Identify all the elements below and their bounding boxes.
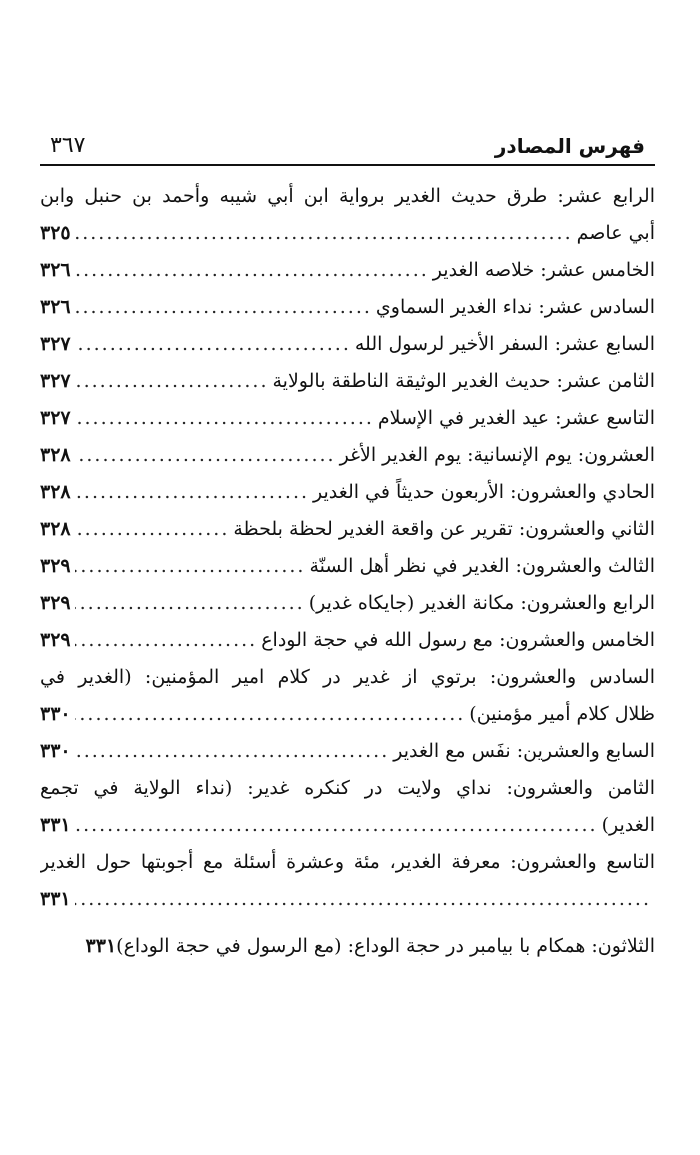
dot-leader	[75, 437, 336, 474]
page-header	[40, 118, 655, 158]
toc-entry-title: السابع والعشرين: نفَس مع الغدير	[393, 740, 655, 762]
toc-entry	[40, 252, 655, 289]
toc-entry-page: ٣٢٨	[40, 481, 71, 503]
dot-leader	[75, 511, 230, 548]
toc-entry-line	[40, 696, 655, 733]
toc-entry-line	[40, 807, 655, 844]
dot-leader	[75, 807, 598, 844]
toc-entry	[40, 548, 655, 585]
toc-entry-line	[40, 659, 655, 696]
header-rule	[40, 164, 655, 166]
toc-entry-title: العشرون: يوم الإنسانية: يوم الغدير الأغر	[339, 444, 655, 466]
toc-entry	[40, 363, 655, 400]
toc-entry	[40, 474, 655, 511]
toc-entry-title: الحادي والعشرون: الأربعون حديثاً في الغدير	[313, 481, 655, 503]
toc-entry-page: ٣٣٠	[40, 703, 71, 725]
toc-entry-title: الثلاثون: همكام با بيامبر در حجة الوداع: (مع الرسول في حجة الوداع)	[116, 935, 655, 957]
toc-list	[40, 178, 655, 965]
toc-entry-title: السادس عشر: نداء الغدير السماوي	[375, 296, 655, 318]
toc-entry-page: ٣٢٩	[40, 629, 71, 651]
toc-entry-title: السابع عشر: السفر الأخير لرسول الله	[354, 333, 655, 355]
toc-entry-title: الثامن عشر: حديث الغدير الوثيقة الناطقة بالولاية	[272, 370, 655, 392]
dot-leader	[75, 585, 305, 622]
toc-entry	[40, 326, 655, 363]
toc-entry-line	[40, 881, 655, 918]
toc-entry-title: التاسع والعشرون: معرفة الغدير، مئة وعشرة أسئلة مع أجوبتها حول الغدير	[40, 851, 655, 873]
toc-entry	[40, 622, 655, 659]
dot-leader	[75, 622, 258, 659]
toc-entry	[40, 437, 655, 474]
toc-entry-page: ٣٣١	[40, 888, 71, 910]
toc-entry-page: ٣٢٩	[40, 555, 71, 577]
toc-entry-title-cont: الغدير)	[601, 814, 655, 836]
toc-entry-page: ٣٢٧	[40, 333, 71, 355]
toc-entry-page: ٣٣١	[40, 814, 71, 836]
toc-entry-line	[40, 770, 655, 807]
toc-entry-title: الرابع عشر: طرق حديث الغدير برواية ابن أبي شيبه وأحمد بن حنبل وابن	[40, 185, 655, 207]
toc-entry-title: الرابع والعشرون: مكانة الغدير (جايكاه غدير)	[308, 592, 655, 614]
dot-leader	[75, 548, 306, 585]
dot-leader	[75, 881, 651, 918]
dot-leader	[75, 400, 374, 437]
toc-entry-line	[40, 844, 655, 881]
dot-leader	[75, 289, 372, 326]
toc-entry-page: ٣٢٥	[40, 222, 71, 244]
book-page	[40, 0, 655, 1155]
toc-entry	[40, 928, 655, 965]
toc-entry-page: ٣٢٧	[40, 407, 71, 429]
toc-entry-title: الثامن والعشرون: نداي ولايت در كنكره غدير: (نداء الولاية في تجمع	[40, 777, 655, 799]
toc-entry	[40, 400, 655, 437]
toc-entry-title: الثاني والعشرون: تقرير عن واقعة الغدير لحظة بلحظة	[233, 518, 655, 540]
toc-entry-title: التاسع عشر: عيد الغدير في الإسلام	[377, 407, 655, 429]
dot-leader	[75, 363, 269, 400]
dot-leader	[75, 252, 429, 289]
dot-leader	[75, 215, 573, 252]
dot-leader	[75, 696, 466, 733]
toc-entry-page: ٣٢٨	[40, 518, 71, 540]
running-title: فهرس المصادر	[494, 134, 645, 158]
toc-entry-page: ٣٢٦	[40, 296, 71, 318]
toc-entry-title: الثالث والعشرون: الغدير في نظر أهل السنّة	[309, 555, 655, 577]
dot-leader	[75, 474, 309, 511]
toc-entry-title: الخامس عشر: خلاصه الغدير	[432, 259, 655, 281]
toc-entry-page: ٣٢٦	[40, 259, 71, 281]
toc-entry-page: ٣٣١	[85, 935, 117, 957]
toc-entry-line	[40, 215, 655, 252]
spacer	[40, 918, 655, 928]
toc-entry-page: ٣٢٨	[40, 444, 71, 466]
toc-entry-page: ٣٢٧	[40, 370, 71, 392]
dot-leader	[75, 326, 351, 363]
page-number: ٣٦٧	[50, 133, 86, 158]
toc-entry-line	[40, 178, 655, 215]
toc-entry-page: ٣٢٩	[40, 592, 71, 614]
toc-entry	[40, 511, 655, 548]
toc-entry-title-cont: أبي عاصم	[576, 222, 655, 244]
toc-entry	[40, 585, 655, 622]
toc-entry-page: ٣٣٠	[40, 740, 71, 762]
toc-entry	[40, 289, 655, 326]
toc-entry-title-cont: ظلال كلام أمير مؤمنين)	[469, 703, 655, 725]
toc-entry-title: الخامس والعشرون: مع رسول الله في حجة الوداع	[261, 629, 655, 651]
toc-entry-title: السادس والعشرون: برتوي از غدير در كلام امير المؤمنين: (الغدير في	[40, 666, 655, 688]
dot-leader	[75, 733, 390, 770]
toc-entry	[40, 733, 655, 770]
